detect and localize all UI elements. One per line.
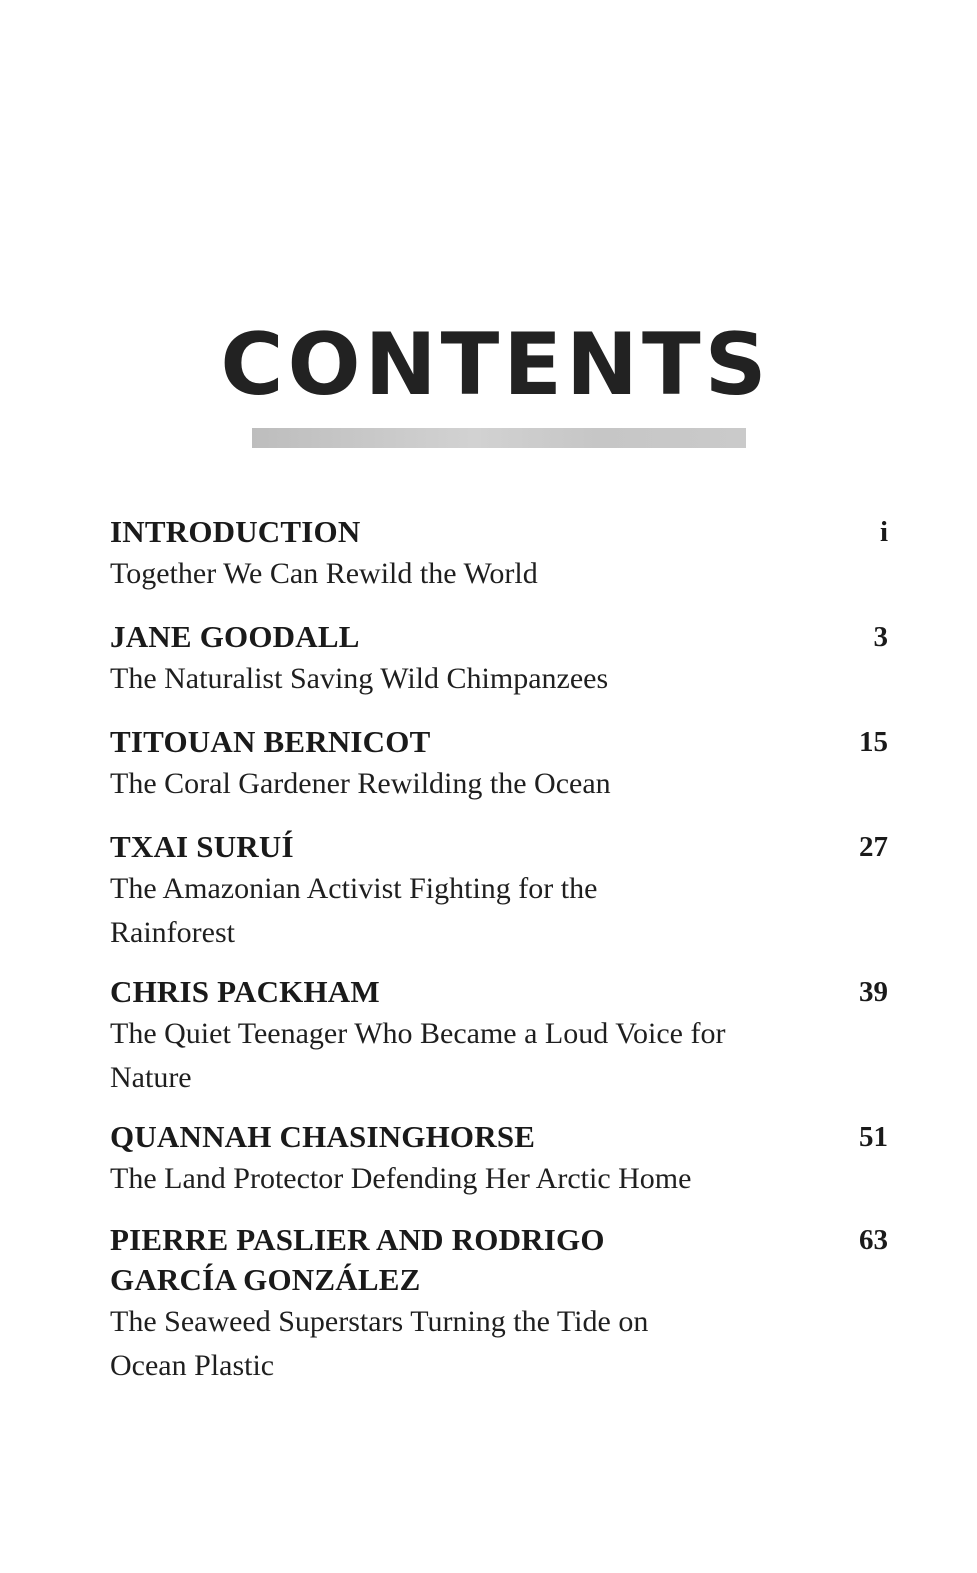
entry-heading: TITOUAN BERNICOT bbox=[110, 724, 431, 759]
entry-heading: JANE GOODALL bbox=[110, 619, 360, 654]
toc-entry-quannah-chasinghorse[interactable] bbox=[110, 1117, 888, 1201]
toc-entry-jane-goodall[interactable] bbox=[110, 617, 888, 701]
page-title: CONTENTS bbox=[220, 315, 771, 415]
entry-subtitle: The Amazonian Activist Fighting for the Rainforest bbox=[110, 872, 598, 949]
entry-page-number: 15 bbox=[859, 726, 888, 758]
entry-heading: CHRIS PACKHAM bbox=[110, 974, 380, 1009]
entry-page-number: 3 bbox=[873, 621, 888, 653]
entry-subtitle: The Coral Gardener Rewilding the Ocean bbox=[110, 767, 611, 800]
toc-entry-titouan-bernicot[interactable] bbox=[110, 722, 888, 806]
table-of-contents bbox=[110, 512, 888, 1388]
entry-subtitle: The Seaweed Superstars Turning the Tide on Ocean Plastic bbox=[110, 1305, 649, 1382]
entry-page-number: 39 bbox=[859, 976, 888, 1008]
entry-page-number: 51 bbox=[859, 1121, 888, 1153]
toc-entry-chris-packham[interactable] bbox=[110, 972, 888, 1100]
entry-heading: INTRODUCTION bbox=[110, 514, 361, 549]
entry-heading: QUANNAH CHASINGHORSE bbox=[110, 1119, 536, 1154]
entry-heading: PIERRE PASLIER AND RODRIGO GARCÍA GONZÁLEZ bbox=[110, 1222, 605, 1297]
toc-entry-introduction[interactable] bbox=[110, 512, 888, 596]
entry-page-number: i bbox=[879, 516, 888, 548]
entry-page-number: 27 bbox=[859, 831, 888, 863]
title-underline-bar bbox=[252, 428, 746, 448]
toc-entry-paslier-garcia-gonzalez[interactable] bbox=[110, 1220, 888, 1388]
entry-subtitle: Together We Can Rewild the World bbox=[110, 557, 538, 590]
entry-subtitle: The Quiet Teenager Who Became a Loud Voice for Nature bbox=[110, 1017, 726, 1094]
entry-subtitle: The Land Protector Defending Her Arctic Home bbox=[110, 1162, 692, 1195]
entry-subtitle: The Naturalist Saving Wild Chimpanzees bbox=[110, 662, 609, 695]
toc-entry-txai-surui[interactable] bbox=[110, 827, 888, 955]
entry-page-number: 63 bbox=[859, 1224, 888, 1256]
entry-heading: TXAI SURUÍ bbox=[110, 829, 294, 864]
